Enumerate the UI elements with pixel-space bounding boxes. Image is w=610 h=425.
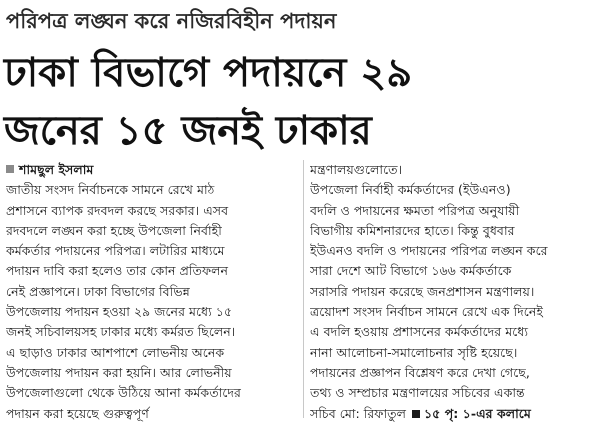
column-divider <box>303 160 304 418</box>
right-line: পদায়নের প্রজ্ঞাপন বিশ্লেষণ করে দেখা গেছে, <box>310 364 530 380</box>
headline-line-2: জনের ১৫ জনই ঢাকার <box>4 108 372 154</box>
left-line: উপজেলাগুলো থেকে উঠিয়ে আনা কর্মকর্তাদের <box>6 385 241 401</box>
right-line: ত্রয়োদশ সংসদ নির্বাচন সামনে রেখে এক দিনেই <box>310 304 543 320</box>
left-line: কর্মকর্তার পদায়নের পরিপত্র। লটারির মাধ্যমে <box>6 243 225 259</box>
right-line: ইউএনও বদলি ও পদায়নের পরিপত্র লঙ্ঘন করে <box>310 243 548 259</box>
left-line: এ ছাড়াও ঢাকার আশপাশে লোভনীয় অনেক <box>6 344 225 360</box>
last-line-text: সচিব মো: রিফাতুল <box>310 405 406 421</box>
right-line: উপজেলা নির্বাহী কর্মকর্তাদের (ইউএনও) <box>310 182 511 198</box>
left-line: জনই সচিবালয়সহ ঢাকার মধ্যে কর্মরত ছিলেন। <box>6 324 236 340</box>
left-column <box>6 160 297 424</box>
left-line: পদায়ন করা হয়েছে গুরুত্বপূর্ণ <box>6 405 149 421</box>
left-line: উপজেলায় পদায়ন হওয়া ২৯ জনের মধ্যে ১৫ <box>6 304 233 320</box>
right-line: এ বদলি হওয়ায় প্রশাসনের কর্মকর্তাদের মধ্যে <box>310 324 528 340</box>
headline-line-1: ঢাকা বিভাগে পদায়নে ২৯ <box>4 50 413 96</box>
right-line: সরাসরি পদায়ন করেছে জনপ্রশাসন মন্ত্রণালয়। <box>310 283 535 299</box>
left-line: রদবদলে লঙ্ঘন করা হচ্ছে উপজেলা নির্বাহী <box>6 222 222 238</box>
left-line: পদায়ন দাবি করা হলেও তার কোন প্রতিফলন <box>6 263 229 279</box>
byline-square-icon <box>6 165 14 173</box>
left-line: জাতীয় সংসদ নির্বাচনকে সামনে রেখে মাঠ <box>6 182 215 198</box>
right-line: নানা আলোচনা-সমালোচনার সৃষ্টি হয়েছে। <box>310 344 518 360</box>
left-line: নেই প্রজ্ঞাপনে। ঢাকা বিভাগের বিভিন্ন <box>6 283 190 299</box>
kicker-line: পরিপত্র লঙ্ঘন করে নজিরবিহীন পদায়ন <box>6 9 337 33</box>
right-line: মন্ত্রণালয়গুলোতে। <box>310 162 403 177</box>
byline <box>6 160 297 180</box>
continuation-reference: ১৫ পৃ: ১-এর কলামে <box>423 405 531 421</box>
right-line: তথ্য ও সম্প্রচার মন্ত্রণালয়ের সচিবের একান্ত <box>310 385 525 401</box>
headline <box>4 44 606 160</box>
left-line: উপজেলায় পদায়ন করা হয়নি। আর লোভনীয় <box>6 364 232 380</box>
last-line <box>310 404 604 424</box>
right-line: বিভাগীয় কমিশনারদের হাতে। কিন্তু বুধবার <box>310 222 515 238</box>
byline-name: শামছুল ইসলাম <box>19 162 94 177</box>
right-line: বদলি ও পদায়নের ক্ষমতা পরিপত্র অনুযায়ী <box>310 202 520 218</box>
jump-square-icon <box>412 410 420 418</box>
left-line: প্রশাসনে ব্যাপক রদবদল করছে সরকার। এসব <box>6 202 229 218</box>
right-line: সারা দেশে আট বিভাগে ১৬৬ কর্মকর্তাকে <box>310 263 512 279</box>
right-column <box>310 160 604 424</box>
